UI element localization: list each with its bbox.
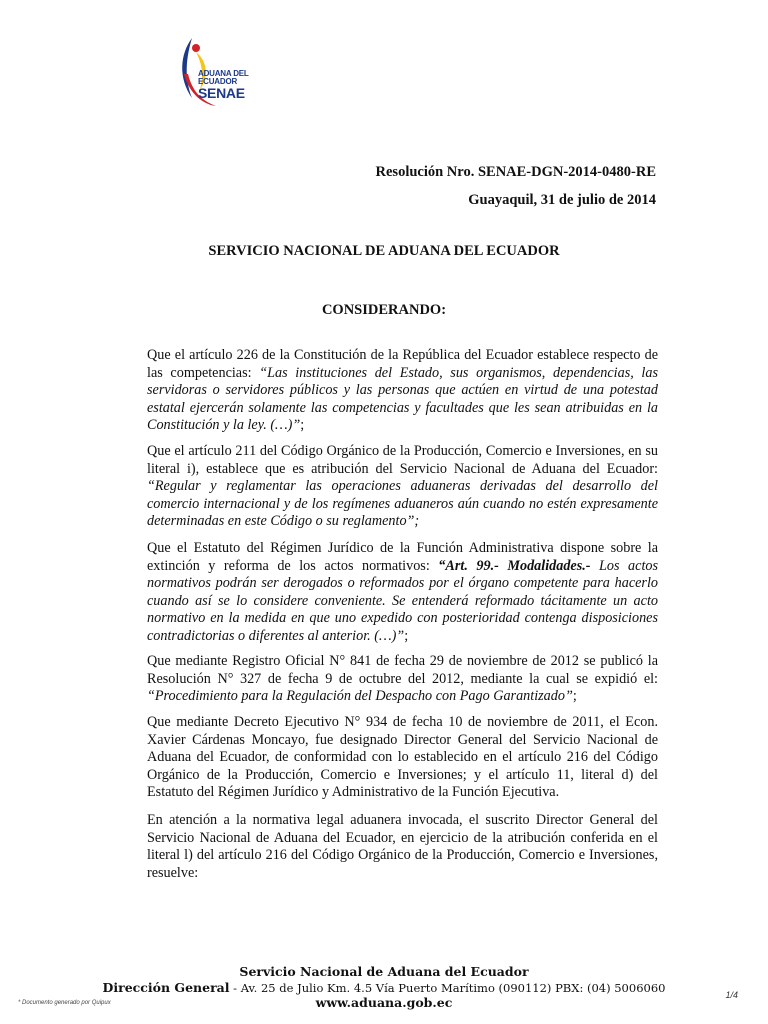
resolution-number: Resolución Nro. SENAE-DGN-2014-0480-RE bbox=[375, 164, 656, 180]
paragraph-5: Que mediante Decreto Ejecutivo N° 934 de fecha 10 de noviembre de 2011, el Econ. Xavier Cárdenas Moncayo, fue designado Director General del Servicio Nacional de Aduana del Ecuador, de conformidad con lo establecido en el artículo 216 del Código Orgánico de la Producción, Comercio e Inversiones; y el artículo 11, literal d) del Estatuto del Régimen Jurídico y Administrativo de la Función Ejecutiva. bbox=[147, 714, 658, 800]
page-number: 1/4 bbox=[725, 990, 738, 1000]
considerando-heading: CONSIDERANDO: bbox=[321, 302, 447, 318]
footer-website: www.aduana.gob.ec bbox=[315, 995, 453, 1010]
logo-line-3: SENAE bbox=[198, 85, 245, 101]
footer-address: Dirección General - Av. 25 de Julio Km. 4.5 Vía Puerto Marítimo (090112) PBX: (04) 5006060 bbox=[102, 980, 666, 995]
place-date: Guayaquil, 31 de julio de 2014 bbox=[468, 192, 656, 208]
paragraph-6: En atención a la normativa legal aduanera invocada, el suscrito Director General del Servicio Nacional de Aduana del Ecuador, en ejercicio de la atribución conferida en el literal l) del artículo 216 del Código Orgánico de la Producción, Comercio e Inversiones, resuelve: bbox=[147, 812, 658, 881]
senae-logo-text bbox=[198, 70, 249, 100]
footer-organization: Servicio Nacional de Aduana del Ecuador bbox=[239, 964, 529, 979]
logo-line-1: ADUANA DEL bbox=[198, 69, 249, 78]
logo-line-2: ECUADOR bbox=[198, 77, 238, 86]
paragraph-1: Que el artículo 226 de la Constitución de la República del Ecuador establece respecto de las competencias: “Las instituciones del Estado, sus organismos, dependencias, las servidoras o servidores públicos y las personas que actúen en virtud de una potestad estatal ejercerán solamente las competencias y facultades que les sean atribuidas en la Constitución y la ley. (…)”; bbox=[147, 347, 658, 433]
paragraph-2: Que el artículo 211 del Código Orgánico de la Producción, Comercio e Inversiones, en su literal i), establece que es atribución del Servicio Nacional de Aduana del Ecuador: “Regular y reglamentar las operaciones aduaneras derivadas del desarrollo del comercio internacional y de los regímenes aduaneros aún cuando no estén expresamente determinadas en este Código o su reglamento”; bbox=[147, 443, 658, 529]
paragraph-4: Que mediante Registro Oficial N° 841 de fecha 29 de noviembre de 2012 se publicó la Resolución N° 327 de fecha 9 de octubre del 2012, mediante la cual se expidió el: “Procedimiento para la Regulación del Despacho con Pago Garantizado”; bbox=[147, 653, 658, 704]
document-title: SERVICIO NACIONAL DE ADUANA DEL ECUADOR bbox=[208, 243, 560, 259]
paragraph-3: Que el Estatuto del Régimen Jurídico de la Función Administrativa dispone sobre la extinción y reforma de los actos normativos: “Art. 99.- Modalidades.- Los actos normativos podrán ser derogados o reformados por el órgano competente para hacerlo cuando así se lo considere conveniente. Se entenderá reformado tácitamente un acto normativo en la medida en que uno expedido con posterioridad contenga disposiciones contradictorias o diferentes al anterior. (…)”; bbox=[147, 540, 659, 644]
generated-note: * Documento generado por Quipux bbox=[18, 1000, 111, 1006]
